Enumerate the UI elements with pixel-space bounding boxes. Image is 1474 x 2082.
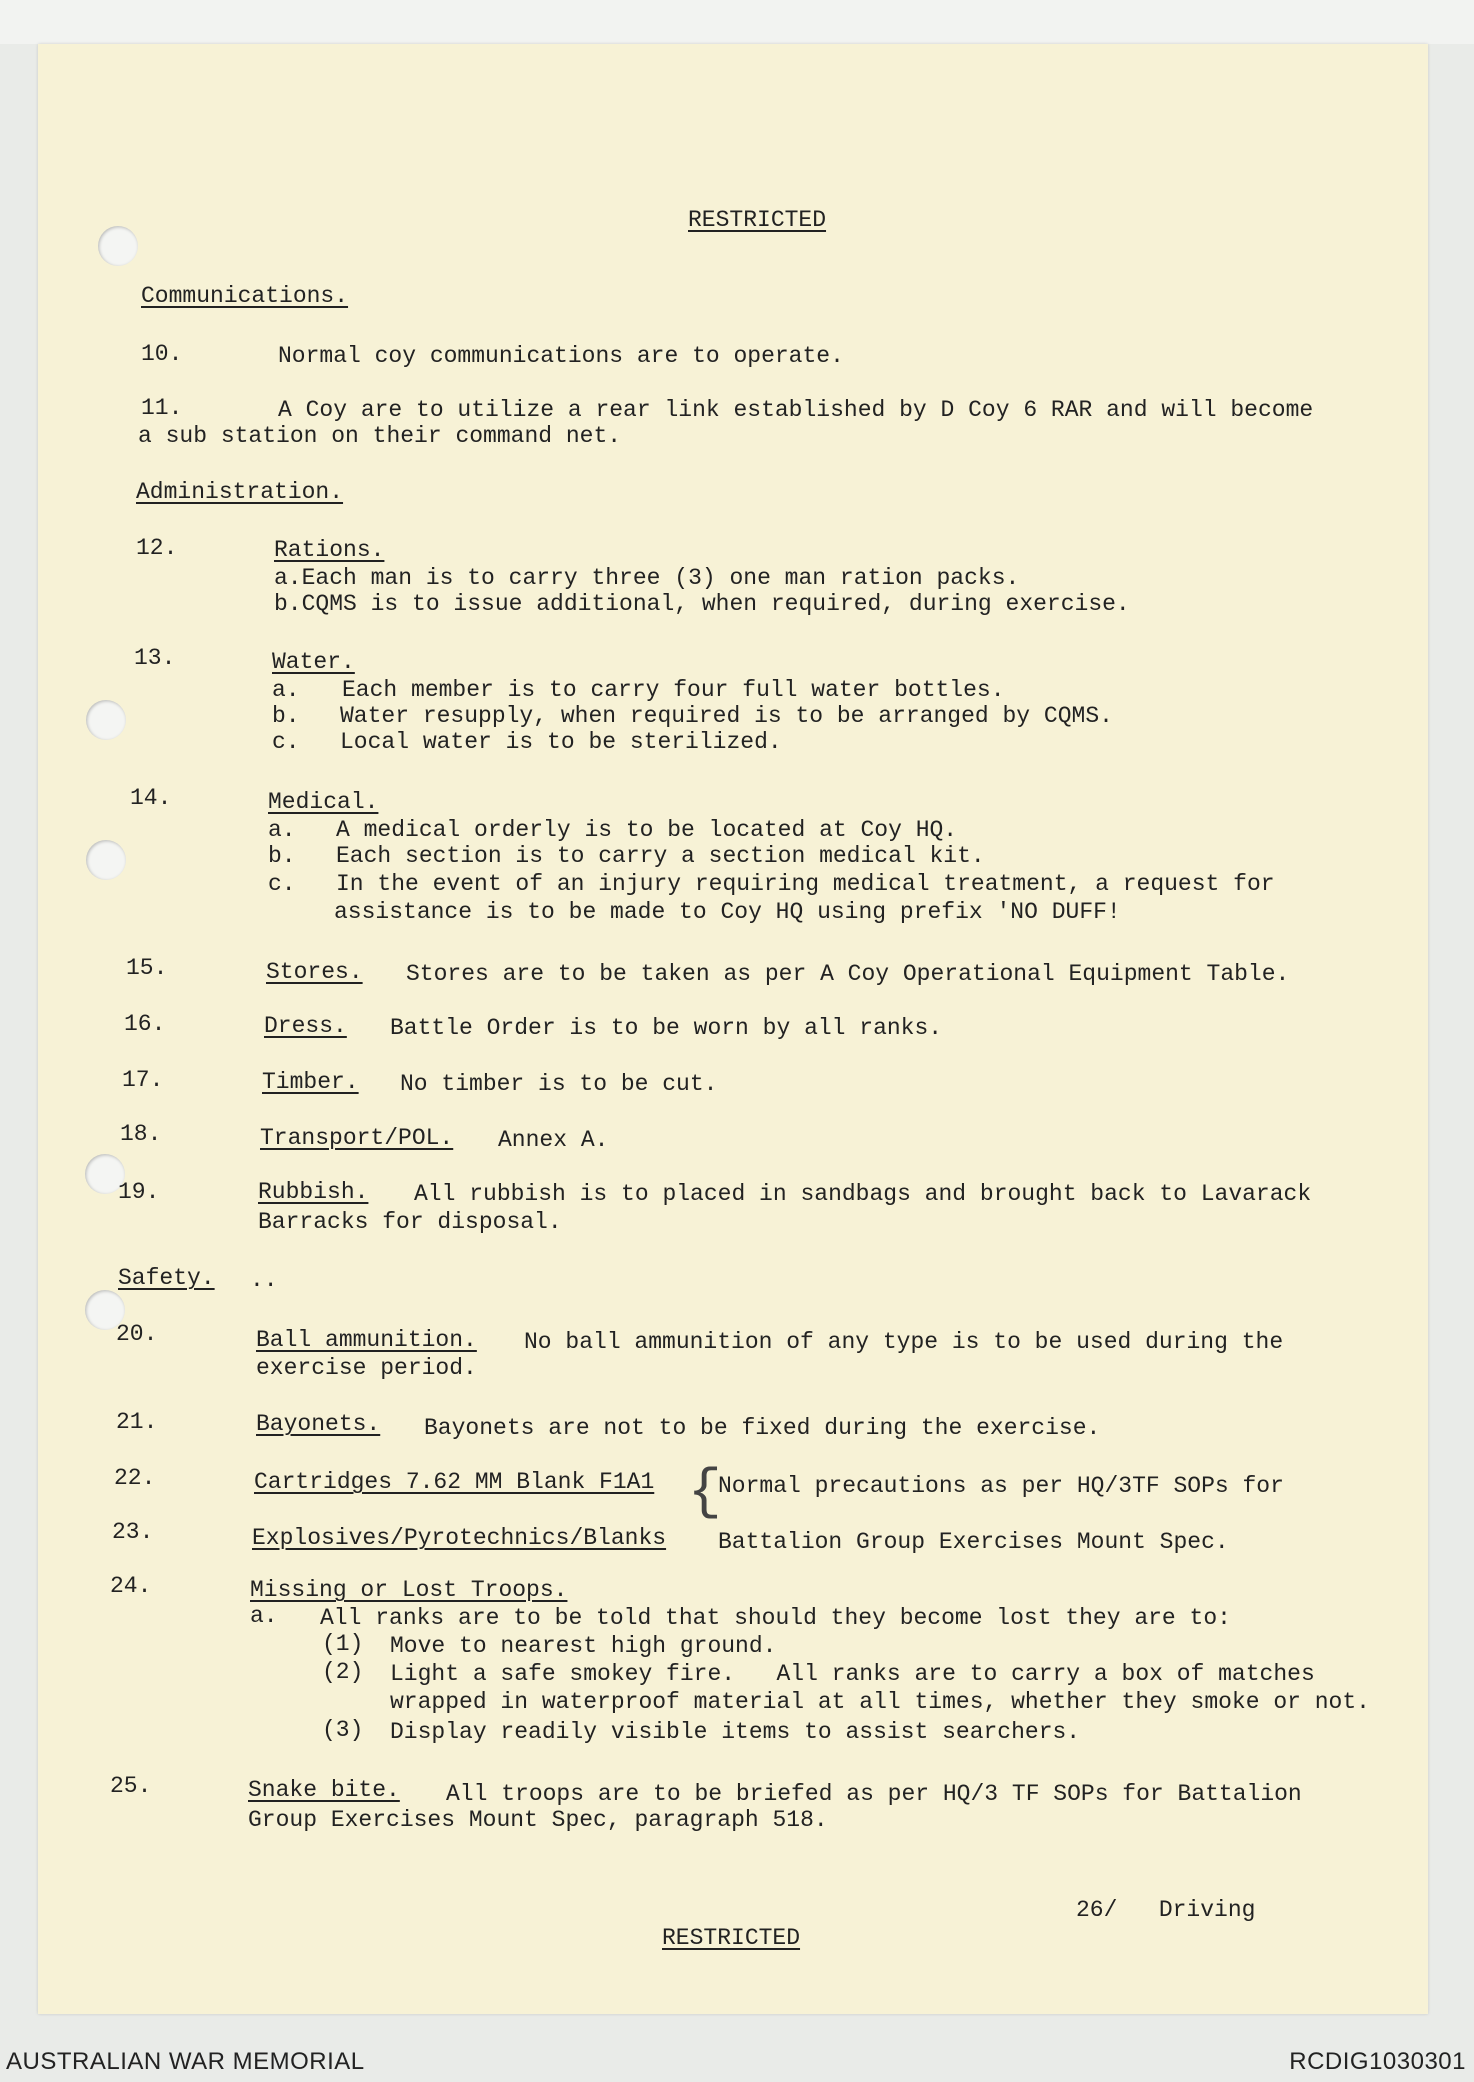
- para-14-c-1: In the event of an injury requiring medical treatment, a request for: [336, 871, 1275, 897]
- para-12-b: b.CQMS is to issue additional, when required, during exercise.: [274, 591, 1130, 617]
- para-20-num: 20.: [116, 1321, 158, 1347]
- para-14-heading: Medical.: [268, 789, 379, 815]
- safety-dots: ..: [250, 1267, 278, 1293]
- para-24-heading: Missing or Lost Troops.: [250, 1577, 568, 1603]
- para-20-heading: Ball ammunition.: [256, 1327, 477, 1353]
- para-22-heading: Cartridges 7.62 MM Blank F1A1: [254, 1469, 655, 1495]
- para-19-num: 19.: [118, 1179, 160, 1205]
- para-16-num: 16.: [124, 1011, 166, 1037]
- para-24-2-label: (2): [322, 1659, 364, 1685]
- para-10-num: 10.: [141, 341, 183, 367]
- para-13-c-label: c.: [272, 729, 300, 755]
- brace-mark: {: [688, 1460, 722, 1524]
- continuation-note: 26/ Driving: [1076, 1897, 1256, 1923]
- para-14-c-label: c.: [268, 871, 296, 897]
- para-20-text: No ball ammunition of any type is to be used during the: [524, 1329, 1284, 1355]
- para-22-text: Normal precautions as per HQ/3TF SOPs for: [718, 1473, 1284, 1499]
- para-14-c-2: assistance is to be made to Coy HQ using prefix 'NO DUFF!: [334, 899, 1121, 925]
- section-communications: Communications.: [141, 283, 349, 309]
- para-21-num: 21.: [116, 1409, 158, 1435]
- restricted-footer: RESTRICTED: [662, 1925, 801, 1951]
- para-24-1-label: (1): [322, 1631, 364, 1657]
- para-14-b: Each section is to carry a section medical kit.: [336, 843, 985, 869]
- para-18-heading: Transport/POL.: [260, 1125, 454, 1151]
- para-24-2: Light a safe smokey fire. All ranks are to carry a box of matches: [390, 1661, 1315, 1687]
- para-15-heading: Stores.: [266, 959, 363, 985]
- para-19-heading: Rubbish.: [258, 1179, 369, 1205]
- para-24-a-label: a.: [250, 1603, 278, 1629]
- scan-top-strip: [0, 0, 1474, 44]
- para-25-text-2: Group Exercises Mount Spec, paragraph 518.: [248, 1807, 828, 1833]
- para-13-c: Local water is to be sterilized.: [340, 729, 782, 755]
- punch-hole: [86, 700, 126, 740]
- para-25-text: All troops are to be briefed as per HQ/3 TF SOPs for Battalion: [446, 1781, 1302, 1807]
- para-21-heading: Bayonets.: [256, 1411, 381, 1437]
- section-administration: Administration.: [136, 479, 344, 505]
- para-23-num: 23.: [112, 1519, 154, 1545]
- para-25-heading: Snake bite.: [248, 1777, 400, 1803]
- para-22-num: 22.: [114, 1465, 156, 1491]
- restricted-header: RESTRICTED: [688, 207, 827, 233]
- archive-source: AUSTRALIAN WAR MEMORIAL: [6, 2048, 365, 2075]
- para-17-heading: Timber.: [262, 1069, 359, 1095]
- para-13-heading: Water.: [272, 649, 355, 675]
- para-14-a: A medical orderly is to be located at Coy HQ.: [336, 817, 958, 843]
- punch-hole: [98, 226, 138, 266]
- para-25-num: 25.: [110, 1773, 152, 1799]
- para-24-3-label: (3): [322, 1717, 364, 1743]
- para-12-num: 12.: [136, 535, 178, 561]
- para-14-b-label: b.: [268, 843, 296, 869]
- para-12-a: a.Each man is to carry three (3) one man ration packs.: [274, 565, 1020, 591]
- para-11-text-2: a sub station on their command net.: [138, 423, 622, 449]
- para-13-b: Water resupply, when required is to be arranged by CQMS.: [340, 703, 1113, 729]
- para-16-text: Battle Order is to be worn by all ranks.: [390, 1015, 943, 1041]
- para-15-num: 15.: [126, 955, 168, 981]
- archive-id: RCDIG1030301: [1289, 2048, 1466, 2075]
- para-15-text: Stores are to be taken as per A Coy Operational Equipment Table.: [406, 961, 1290, 987]
- para-14-num: 14.: [130, 785, 172, 811]
- para-24-num: 24.: [110, 1573, 152, 1599]
- para-11-num: 11.: [141, 395, 183, 421]
- para-24-a: All ranks are to be told that should they become lost they are to:: [320, 1605, 1231, 1631]
- para-13-num: 13.: [134, 645, 176, 671]
- para-18-num: 18.: [120, 1121, 162, 1147]
- para-19-text: All rubbish is to placed in sandbags and brought back to Lavarack: [414, 1181, 1312, 1207]
- para-19-text-2: Barracks for disposal.: [258, 1209, 562, 1235]
- para-20-text-2: exercise period.: [256, 1355, 477, 1381]
- para-13-b-label: b.: [272, 703, 300, 729]
- para-16-heading: Dress.: [264, 1013, 347, 1039]
- para-17-text: No timber is to be cut.: [400, 1071, 718, 1097]
- para-24-3: Display readily visible items to assist searchers.: [390, 1719, 1081, 1745]
- para-13-a-label: a.: [272, 677, 300, 703]
- para-24-1: Move to nearest high ground.: [390, 1633, 777, 1659]
- para-18-text: Annex A.: [498, 1127, 609, 1153]
- para-11-text-1: A Coy are to utilize a rear link established by D Coy 6 RAR and will become: [278, 397, 1314, 423]
- para-10-text: Normal coy communications are to operate.: [278, 343, 844, 369]
- para-13-a: Each member is to carry four full water bottles.: [342, 677, 1005, 703]
- para-14-a-label: a.: [268, 817, 296, 843]
- para-24-2-cont: wrapped in waterproof material at all times, whether they smoke or not.: [390, 1689, 1370, 1715]
- para-23-text: Battalion Group Exercises Mount Spec.: [718, 1529, 1229, 1555]
- document-page: [38, 44, 1428, 2014]
- para-17-num: 17.: [122, 1067, 164, 1093]
- punch-hole: [86, 840, 126, 880]
- section-safety: Safety.: [118, 1265, 215, 1291]
- para-12-heading: Rations.: [274, 537, 385, 563]
- para-21-text: Bayonets are not to be fixed during the exercise.: [424, 1415, 1101, 1441]
- para-23-heading: Explosives/Pyrotechnics/Blanks: [252, 1525, 667, 1551]
